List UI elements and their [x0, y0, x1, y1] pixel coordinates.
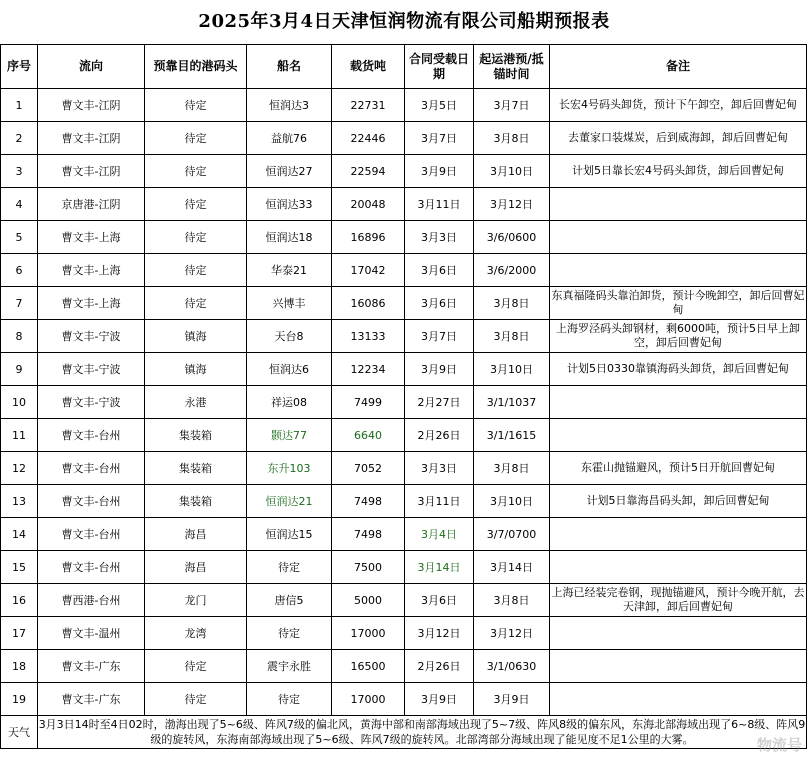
cell-ship: 恒润达33	[247, 188, 332, 221]
cell-ship: 恒润达6	[247, 353, 332, 386]
watermark: 物流号	[756, 736, 802, 754]
cell-arrival: 3/6/0600	[474, 221, 550, 254]
cell-route: 曹文丰-宁波	[38, 386, 145, 419]
table-row	[1, 485, 807, 518]
cell-arrival: 3月8日	[474, 122, 550, 155]
cell-contract: 3月11日	[405, 485, 474, 518]
cell-seq: 14	[1, 518, 38, 551]
ship-schedule-table	[0, 44, 807, 749]
table-row	[1, 419, 807, 452]
cell-seq: 12	[1, 452, 38, 485]
cell-note	[550, 221, 807, 254]
cell-contract: 3月14日	[405, 551, 474, 584]
cell-port: 待定	[145, 254, 247, 287]
cell-cargo: 22731	[332, 89, 405, 122]
cell-seq: 9	[1, 353, 38, 386]
cell-route: 曹文丰-江阴	[38, 155, 145, 188]
cell-arrival: 3月8日	[474, 287, 550, 320]
cell-note	[550, 386, 807, 419]
cell-cargo: 16500	[332, 650, 405, 683]
cell-port: 集装箱	[145, 419, 247, 452]
table-row	[1, 353, 807, 386]
cell-seq: 3	[1, 155, 38, 188]
cell-arrival: 3月8日	[474, 452, 550, 485]
cell-route: 曹文丰-上海	[38, 221, 145, 254]
cell-contract: 3月7日	[405, 122, 474, 155]
table-row	[1, 683, 807, 716]
cell-port: 待定	[145, 122, 247, 155]
cell-port: 待定	[145, 650, 247, 683]
header-seq: 序号	[1, 45, 38, 89]
cell-seq: 17	[1, 617, 38, 650]
cell-cargo: 6640	[332, 419, 405, 452]
cell-cargo: 22446	[332, 122, 405, 155]
cell-cargo: 16896	[332, 221, 405, 254]
cell-cargo: 17000	[332, 683, 405, 716]
weather-row	[1, 716, 807, 749]
table-row	[1, 551, 807, 584]
cell-contract: 3月9日	[405, 683, 474, 716]
cell-arrival: 3月10日	[474, 155, 550, 188]
cell-note	[550, 419, 807, 452]
cell-port: 龙门	[145, 584, 247, 617]
cell-note: 上海罗泾码头卸钢材，剩6000吨，预计5日早上卸空，卸后回曹妃甸	[550, 320, 807, 353]
cell-note: 东真福隆码头靠泊卸货，预计今晚卸空，卸后回曹妃甸	[550, 287, 807, 320]
cell-arrival: 3月12日	[474, 188, 550, 221]
table-row	[1, 386, 807, 419]
cell-seq: 5	[1, 221, 38, 254]
cell-route: 曹文丰-台州	[38, 518, 145, 551]
page-title: 2025年3月4日天津恒润物流有限公司船期预报表	[198, 11, 610, 32]
cell-note	[550, 551, 807, 584]
cell-port: 待定	[145, 287, 247, 320]
cell-contract: 3月6日	[405, 287, 474, 320]
table-row	[1, 320, 807, 353]
cell-seq: 11	[1, 419, 38, 452]
cell-arrival: 3/7/0700	[474, 518, 550, 551]
cell-ship: 待定	[247, 617, 332, 650]
weather-label: 天气	[1, 716, 38, 749]
cell-seq: 13	[1, 485, 38, 518]
cell-arrival: 3月9日	[474, 683, 550, 716]
cell-ship: 益航76	[247, 122, 332, 155]
cell-cargo: 7498	[332, 518, 405, 551]
cell-arrival: 3月14日	[474, 551, 550, 584]
cell-cargo: 17000	[332, 617, 405, 650]
cell-note	[550, 617, 807, 650]
cell-cargo: 12234	[332, 353, 405, 386]
cell-contract: 3月4日	[405, 518, 474, 551]
cell-seq: 4	[1, 188, 38, 221]
cell-note: 去董家口装煤炭，后到威海卸，卸后回曹妃甸	[550, 122, 807, 155]
cell-port: 集装箱	[145, 452, 247, 485]
header-route: 流向	[38, 45, 145, 89]
cell-port: 待定	[145, 89, 247, 122]
table-row	[1, 617, 807, 650]
cell-arrival: 3月7日	[474, 89, 550, 122]
cell-ship: 待定	[247, 683, 332, 716]
cell-cargo: 7052	[332, 452, 405, 485]
cell-route: 曹文丰-温州	[38, 617, 145, 650]
cell-route: 曹文丰-广东	[38, 683, 145, 716]
cell-contract: 3月6日	[405, 254, 474, 287]
cell-note: 计划5日靠长宏4号码头卸货，卸后回曹妃甸	[550, 155, 807, 188]
cell-ship: 恒润达21	[247, 485, 332, 518]
cell-contract: 3月5日	[405, 89, 474, 122]
cell-note	[550, 188, 807, 221]
cell-cargo: 5000	[332, 584, 405, 617]
cell-cargo: 7498	[332, 485, 405, 518]
cell-arrival: 3月10日	[474, 485, 550, 518]
cell-cargo: 17042	[332, 254, 405, 287]
cell-arrival: 3/1/0630	[474, 650, 550, 683]
header-cargo: 载货吨	[332, 45, 405, 89]
cell-arrival: 3/1/1615	[474, 419, 550, 452]
cell-seq: 1	[1, 89, 38, 122]
cell-ship: 震宇永胜	[247, 650, 332, 683]
cell-contract: 3月6日	[405, 584, 474, 617]
cell-port: 集装箱	[145, 485, 247, 518]
cell-cargo: 7500	[332, 551, 405, 584]
cell-contract: 3月9日	[405, 353, 474, 386]
cell-note: 长宏4号码头卸货，预计下午卸空，卸后回曹妃甸	[550, 89, 807, 122]
cell-seq: 15	[1, 551, 38, 584]
cell-arrival: 3月10日	[474, 353, 550, 386]
cell-arrival: 3月8日	[474, 320, 550, 353]
cell-route: 京唐港-江阴	[38, 188, 145, 221]
table-row	[1, 650, 807, 683]
table-row	[1, 122, 807, 155]
cell-cargo: 16086	[332, 287, 405, 320]
table-row	[1, 254, 807, 287]
cell-ship: 待定	[247, 551, 332, 584]
header-contract: 合同受载日期	[405, 45, 474, 89]
header-note: 备注	[550, 45, 807, 89]
cell-ship: 恒润达18	[247, 221, 332, 254]
cell-note: 上海已经装完卷钢，现抛锚避风，预计今晚开航，去天津卸，卸后回曹妃甸	[550, 584, 807, 617]
cell-port: 镇海	[145, 353, 247, 386]
cell-seq: 19	[1, 683, 38, 716]
cell-ship: 恒润达27	[247, 155, 332, 188]
cell-note	[550, 683, 807, 716]
cell-port: 待定	[145, 155, 247, 188]
table-row	[1, 518, 807, 551]
cell-note: 计划5日0330靠镇海码头卸货，卸后回曹妃甸	[550, 353, 807, 386]
cell-seq: 16	[1, 584, 38, 617]
cell-arrival: 3/1/1037	[474, 386, 550, 419]
cell-contract: 2月26日	[405, 419, 474, 452]
table-row	[1, 452, 807, 485]
table-row	[1, 89, 807, 122]
cell-cargo: 13133	[332, 320, 405, 353]
cell-contract: 3月7日	[405, 320, 474, 353]
cell-port: 龙湾	[145, 617, 247, 650]
cell-ship: 天台8	[247, 320, 332, 353]
cell-route: 曹文丰-宁波	[38, 320, 145, 353]
cell-ship: 恒润达3	[247, 89, 332, 122]
cell-seq: 8	[1, 320, 38, 353]
cell-ship: 祥运08	[247, 386, 332, 419]
cell-port: 永港	[145, 386, 247, 419]
cell-note	[550, 254, 807, 287]
cell-contract: 3月12日	[405, 617, 474, 650]
cell-arrival: 3月8日	[474, 584, 550, 617]
table-row	[1, 188, 807, 221]
cell-route: 曹文丰-台州	[38, 419, 145, 452]
cell-seq: 2	[1, 122, 38, 155]
cell-port: 镇海	[145, 320, 247, 353]
weather-text: 3月3日14时至4日02时，渤海出现了5~6级、阵风7级的偏北风，黄海中部和南部海域出现了5~7级、阵风8级的偏东风，东海北部海域出现了6~8级、阵风9级的旋转风，东海南部海域出现了5~6级、阵风7级的旋转风。北部湾部分海域出现了能见度不足1公里的大雾。	[38, 716, 807, 749]
cell-note	[550, 518, 807, 551]
cell-contract: 2月27日	[405, 386, 474, 419]
cell-route: 曹文丰-台州	[38, 551, 145, 584]
cell-ship: 兴博丰	[247, 287, 332, 320]
cell-route: 曹文丰-宁波	[38, 353, 145, 386]
cell-ship: 唐信5	[247, 584, 332, 617]
cell-ship: 东升103	[247, 452, 332, 485]
cell-route: 曹文丰-江阴	[38, 122, 145, 155]
cell-ship: 颢达77	[247, 419, 332, 452]
cell-route: 曹文丰-台州	[38, 485, 145, 518]
cell-note	[550, 650, 807, 683]
cell-cargo: 7499	[332, 386, 405, 419]
cell-contract: 3月11日	[405, 188, 474, 221]
cell-route: 曹文丰-上海	[38, 287, 145, 320]
table-row	[1, 221, 807, 254]
header-port: 预靠目的港码头	[145, 45, 247, 89]
cell-note: 东霍山抛锚避风，预计5日开航回曹妃甸	[550, 452, 807, 485]
cell-route: 曹西港-台州	[38, 584, 145, 617]
cell-route: 曹文丰-江阴	[38, 89, 145, 122]
cell-route: 曹文丰-台州	[38, 452, 145, 485]
cell-port: 待定	[145, 683, 247, 716]
cell-route: 曹文丰-广东	[38, 650, 145, 683]
cell-cargo: 20048	[332, 188, 405, 221]
table-row	[1, 584, 807, 617]
cell-port: 海昌	[145, 518, 247, 551]
cell-seq: 6	[1, 254, 38, 287]
cell-port: 海昌	[145, 551, 247, 584]
cell-port: 待定	[145, 221, 247, 254]
cell-contract: 2月26日	[405, 650, 474, 683]
header-ship: 船名	[247, 45, 332, 89]
cell-ship: 恒润达15	[247, 518, 332, 551]
header-arrival: 起运港预/抵锚时间	[474, 45, 550, 89]
header-row	[1, 45, 807, 89]
cell-contract: 3月3日	[405, 452, 474, 485]
cell-cargo: 22594	[332, 155, 405, 188]
cell-arrival: 3/6/2000	[474, 254, 550, 287]
table-row	[1, 287, 807, 320]
cell-contract: 3月9日	[405, 155, 474, 188]
cell-route: 曹文丰-上海	[38, 254, 145, 287]
cell-seq: 7	[1, 287, 38, 320]
table-row	[1, 155, 807, 188]
cell-note: 计划5日靠海昌码头卸，卸后回曹妃甸	[550, 485, 807, 518]
cell-seq: 10	[1, 386, 38, 419]
cell-arrival: 3月12日	[474, 617, 550, 650]
cell-ship: 华泰21	[247, 254, 332, 287]
cell-seq: 18	[1, 650, 38, 683]
cell-contract: 3月3日	[405, 221, 474, 254]
cell-port: 待定	[145, 188, 247, 221]
